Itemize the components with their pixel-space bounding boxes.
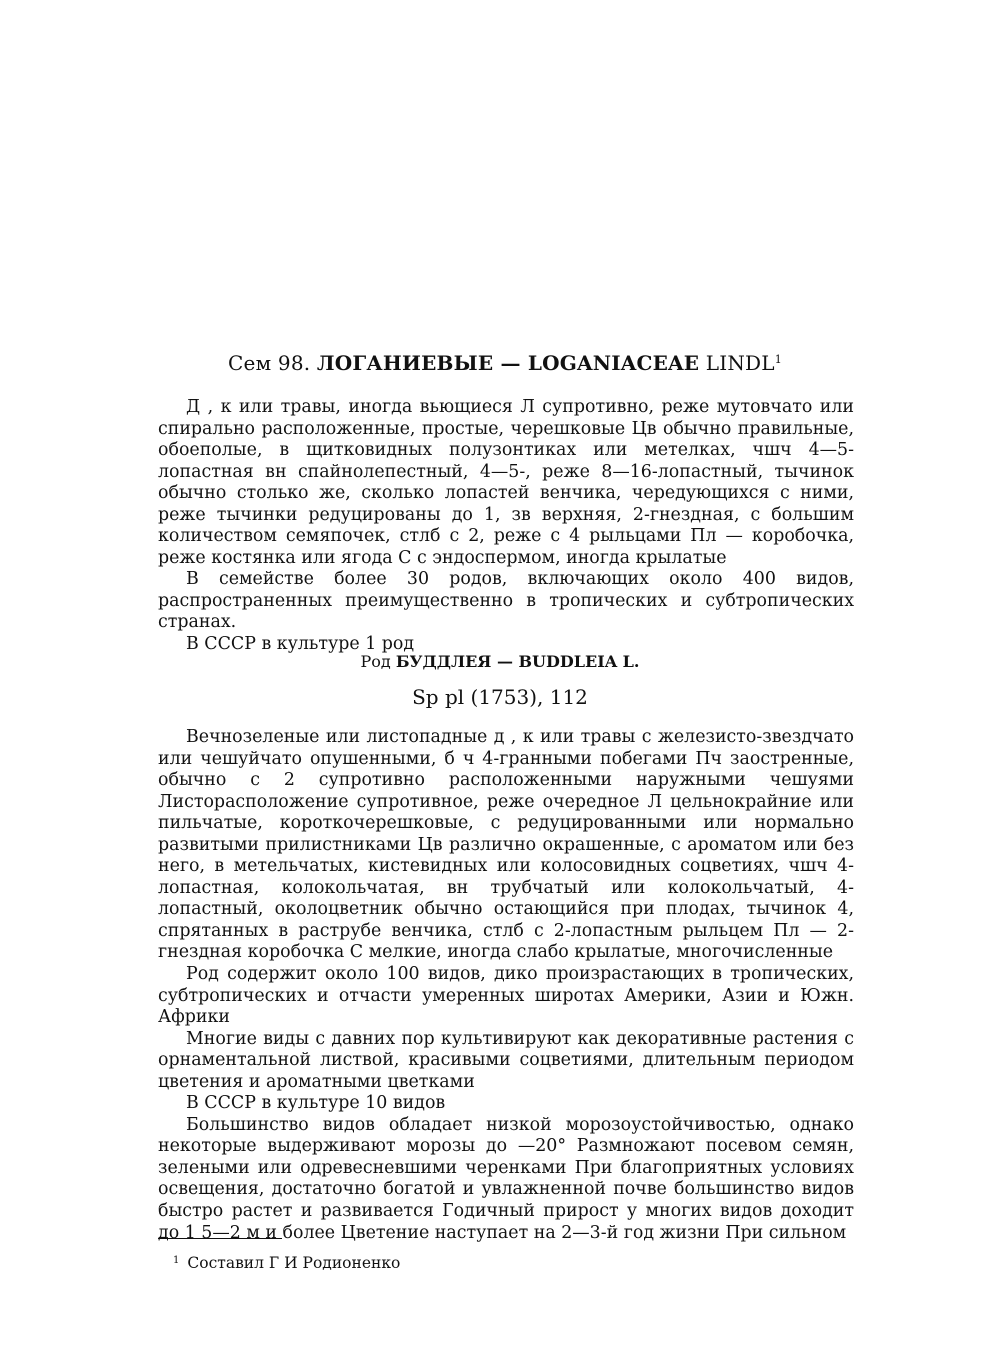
family-paragraph-description: Д , к или травы, иногда вьющиеся Л супротивно, реже мутовчато или спирально расположенные, простые, черешковые Цв обычно правильные, обоеполые, в щитковидных полузонтиках или метелках, чшч 4—5-лопастная вн спайнолепестный, 4—5-, реже 8—16-лопастный, тычинок обычно столько же, сколько лопастей венчика, чередующихся с ними, реже тычинки редуцированы до 1, зв верхняя, 2-гнездная, с большим количеством семяпочек, стлб с 2, реже с 4 рыльцами Пл — коробочка, реже костянка или ягода С с эндоспермом, иногда крылатые (158, 397, 854, 568)
genus-name: БУДДЛЕЯ — BUDDLEIA L. (395, 652, 640, 671)
footnote-mark: 1 (173, 1255, 180, 1266)
family-name: ЛОГАНИЕВЫЕ — LOGANIACEAE (316, 351, 700, 375)
footnote (173, 1251, 400, 1273)
footnote-reference: 1 (774, 353, 782, 366)
family-paragraph-distribution: В семействе более 30 родов, включающих около 400 видов, распространенных преимущественно в тропических и субтропических странах. (158, 569, 854, 633)
genus-paragraph-hardiness: Большинство видов обладает низкой морозоустойчивостью, однако некоторые выдерживают морозы до —20° Размножают посевом семян, зелеными или одревесневшими черенками При благоприятных условиях освещения, достаточно богатой и увлажненной почве большинство видов быстро растет и развивается Годичный прирост у многих видов доходит до 1 5—2 м и более Цветение наступает на 2—3-й год жизни При сильном (158, 1114, 854, 1243)
family-author: LINDL (705, 351, 775, 375)
family-heading (155, 347, 855, 376)
footnote-text: Составил Г И Родионенко (187, 1254, 401, 1272)
family-paragraph-ussr: В СССР в культуре 1 род (186, 634, 415, 655)
genus-heading (155, 651, 845, 673)
genus-reference: Sp pl (1753), 112 (412, 685, 588, 709)
genus-paragraph-cultivation: Многие виды с давних пор культивируют как декоративные растения с орнаментальной листвой, красивыми соцветиями, длительным периодом цветения и ароматными цветками (158, 1028, 854, 1092)
footnote-divider (158, 1238, 282, 1239)
genus-paragraph-distribution: Род содержит около 100 видов, дико произрастающих в тропических, субтропических и отчасти умеренных широтах Америки, Азии и Южн. Африки (158, 964, 854, 1028)
genus-paragraph-ussr: В СССР в культуре 10 видов (186, 1093, 446, 1114)
genus-prefix: Род (360, 652, 391, 671)
genus-paragraph-morphology: Вечнозеленые или листопадные д , к или травы с железисто-звездчато или чешуйчато опушенными, б ч 4-гранными побегами Пч заостренные, обычно с 2 супротивно расположенными наружными чешуями Листорасположение супротивное, реже очередное Л цельнокрайние или пильчатые, короткочерешковые, с редуцированными или нормально развитыми прилистниками Цв различно окрашенные, с ароматом или без него, в метельчатых, кистевидных или колосовидных соцветиях, чшч 4-лопастная, колокольчатая, вн трубчатый или колокольчатый, 4-лопастный, околоцветник обычно остающийся при плодах, тычинок 4, спрятанных в раструбе венчика, стлб с 2-лопастным рыльцем Пл — 2-гнездная коробочка С мелкие, иногда слабо крылатые, многочисленные (158, 727, 854, 963)
family-description (158, 397, 854, 656)
family-number: Сем 98. (228, 351, 311, 375)
genus-description (158, 727, 854, 1244)
